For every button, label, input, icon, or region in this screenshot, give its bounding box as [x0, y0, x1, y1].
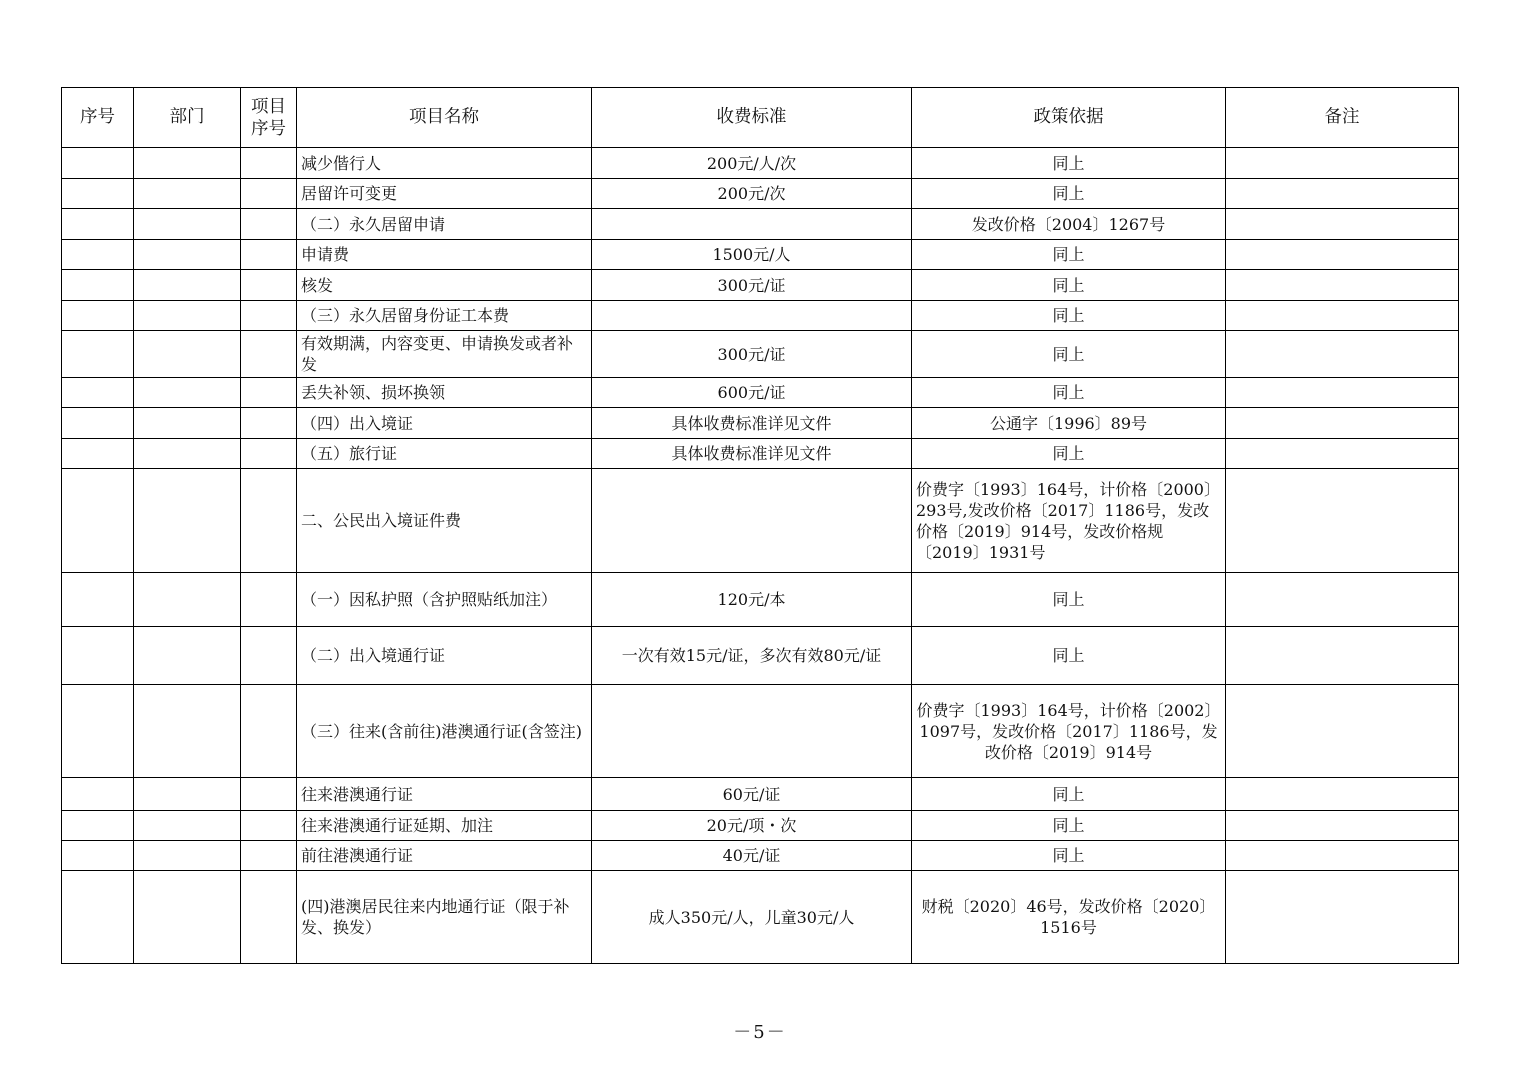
fee-standard-cell: 200元/人/次: [592, 148, 912, 179]
seq-cell: [62, 841, 134, 871]
item-name-cell: （三）往来(含前往)港澳通行证(含签注): [297, 685, 592, 778]
fee-standard-cell: [592, 469, 912, 573]
fee-standard-cell: [592, 685, 912, 778]
policy-basis-cell: 同上: [912, 811, 1226, 841]
table-row: [62, 573, 1459, 627]
policy-basis-cell: 同上: [912, 778, 1226, 811]
item-seq-cell: [241, 301, 297, 331]
seq-cell: [62, 301, 134, 331]
header-seq: 序号: [62, 88, 134, 148]
policy-basis-cell: 同上: [912, 148, 1226, 179]
policy-basis-cell: 价费字〔1993〕164号，计价格〔2000〕293号,发改价格〔2017〕1186号，发改价格〔2019〕914号，发改价格规〔2019〕1931号: [912, 469, 1226, 573]
policy-basis-cell: 同上: [912, 378, 1226, 408]
item-seq-cell: [241, 179, 297, 209]
policy-basis-cell: 财税〔2020〕46号，发改价格〔2020〕1516号: [912, 871, 1226, 964]
item-name-cell: 减少偕行人: [297, 148, 592, 179]
fee-standard-cell: 1500元/人: [592, 240, 912, 270]
department-cell: [134, 270, 241, 301]
seq-cell: [62, 778, 134, 811]
table-row: [62, 301, 1459, 331]
seq-cell: [62, 148, 134, 179]
table-row: [62, 209, 1459, 240]
item-name-cell: （五）旅行证: [297, 439, 592, 469]
seq-cell: [62, 209, 134, 240]
department-cell: [134, 408, 241, 439]
remarks-cell: [1226, 685, 1459, 778]
item-seq-cell: [241, 778, 297, 811]
policy-basis-cell: 同上: [912, 439, 1226, 469]
department-cell: [134, 331, 241, 378]
table-row: [62, 627, 1459, 685]
seq-cell: [62, 408, 134, 439]
item-name-cell: (四)港澳居民往来内地通行证（限于补发、换发）: [297, 871, 592, 964]
department-cell: [134, 378, 241, 408]
fee-standard-cell: 具体收费标准详见文件: [592, 439, 912, 469]
fee-standard-cell: 200元/次: [592, 179, 912, 209]
item-name-cell: 往来港澳通行证: [297, 778, 592, 811]
department-cell: [134, 841, 241, 871]
table-row: [62, 148, 1459, 179]
seq-cell: [62, 469, 134, 573]
department-cell: [134, 209, 241, 240]
header-policy-basis: 政策依据: [912, 88, 1226, 148]
seq-cell: [62, 179, 134, 209]
fee-standard-cell: 300元/证: [592, 270, 912, 301]
item-seq-cell: [241, 209, 297, 240]
item-seq-cell: [241, 841, 297, 871]
remarks-cell: [1226, 627, 1459, 685]
item-name-cell: 二、公民出入境证件费: [297, 469, 592, 573]
fee-standard-cell: 600元/证: [592, 378, 912, 408]
table-row: [62, 331, 1459, 378]
remarks-cell: [1226, 408, 1459, 439]
seq-cell: [62, 270, 134, 301]
fee-standard-cell: 300元/证: [592, 331, 912, 378]
remarks-cell: [1226, 179, 1459, 209]
fee-standard-cell: 60元/证: [592, 778, 912, 811]
fee-standard-cell: 具体收费标准详见文件: [592, 408, 912, 439]
department-cell: [134, 627, 241, 685]
seq-cell: [62, 439, 134, 469]
department-cell: [134, 573, 241, 627]
item-seq-cell: [241, 811, 297, 841]
fee-standard-cell: 40元/证: [592, 841, 912, 871]
policy-basis-cell: 价费字〔1993〕164号，计价格〔2002〕1097号，发改价格〔2017〕1186号，发改价格〔2019〕914号: [912, 685, 1226, 778]
item-seq-cell: [241, 685, 297, 778]
fee-standard-cell: 成人350元/人，儿童30元/人: [592, 871, 912, 964]
remarks-cell: [1226, 439, 1459, 469]
item-name-cell: 申请费: [297, 240, 592, 270]
remarks-cell: [1226, 301, 1459, 331]
department-cell: [134, 439, 241, 469]
fee-standard-cell: 20元/项・次: [592, 811, 912, 841]
page-number: －5－: [733, 1022, 787, 1043]
policy-basis-cell: 同上: [912, 573, 1226, 627]
policy-basis-cell: 同上: [912, 270, 1226, 301]
seq-cell: [62, 811, 134, 841]
fee-standard-cell: [592, 301, 912, 331]
seq-cell: [62, 685, 134, 778]
table-row: [62, 240, 1459, 270]
item-name-cell: （一）因私护照（含护照贴纸加注）: [297, 573, 592, 627]
item-name-cell: （二）永久居留申请: [297, 209, 592, 240]
fee-standard-cell: 一次有效15元/证，多次有效80元/证: [592, 627, 912, 685]
department-cell: [134, 811, 241, 841]
header-item-name: 项目名称: [297, 88, 592, 148]
department-cell: [134, 778, 241, 811]
table-row: [62, 811, 1459, 841]
policy-basis-cell: 同上: [912, 841, 1226, 871]
fee-standard-cell: [592, 209, 912, 240]
department-cell: [134, 685, 241, 778]
item-seq-cell: [241, 331, 297, 378]
table-row: [62, 778, 1459, 811]
fee-table: [61, 87, 1459, 964]
item-seq-cell: [241, 627, 297, 685]
seq-cell: [62, 627, 134, 685]
header-remarks: 备注: [1226, 88, 1459, 148]
department-cell: [134, 301, 241, 331]
item-seq-cell: [241, 408, 297, 439]
policy-basis-cell: 公通字〔1996〕89号: [912, 408, 1226, 439]
header-item-seq: 项目 序号: [241, 88, 297, 148]
header-fee-standard: 收费标准: [592, 88, 912, 148]
seq-cell: [62, 871, 134, 964]
item-seq-cell: [241, 378, 297, 408]
remarks-cell: [1226, 331, 1459, 378]
table-row: [62, 871, 1459, 964]
item-name-cell: 居留许可变更: [297, 179, 592, 209]
remarks-cell: [1226, 209, 1459, 240]
item-name-cell: （四）出入境证: [297, 408, 592, 439]
item-name-cell: （二）出入境通行证: [297, 627, 592, 685]
item-name-cell: 丢失补领、损坏换领: [297, 378, 592, 408]
item-name-cell: 前往港澳通行证: [297, 841, 592, 871]
item-name-cell: （三）永久居留身份证工本费: [297, 301, 592, 331]
remarks-cell: [1226, 841, 1459, 871]
table-row: [62, 841, 1459, 871]
table-row: [62, 270, 1459, 301]
seq-cell: [62, 331, 134, 378]
policy-basis-cell: 发改价格〔2004〕1267号: [912, 209, 1226, 240]
table-row: [62, 439, 1459, 469]
department-cell: [134, 179, 241, 209]
department-cell: [134, 148, 241, 179]
item-name-cell: 往来港澳通行证延期、加注: [297, 811, 592, 841]
policy-basis-cell: 同上: [912, 627, 1226, 685]
department-cell: [134, 871, 241, 964]
table-row: [62, 469, 1459, 573]
item-seq-cell: [241, 573, 297, 627]
policy-basis-cell: 同上: [912, 331, 1226, 378]
table-row: [62, 408, 1459, 439]
seq-cell: [62, 378, 134, 408]
table-row: [62, 685, 1459, 778]
remarks-cell: [1226, 240, 1459, 270]
table-row: [62, 378, 1459, 408]
item-seq-cell: [241, 240, 297, 270]
remarks-cell: [1226, 811, 1459, 841]
remarks-cell: [1226, 573, 1459, 627]
policy-basis-cell: 同上: [912, 179, 1226, 209]
item-seq-cell: [241, 871, 297, 964]
header-department: 部门: [134, 88, 241, 148]
header-row: [62, 88, 1459, 148]
department-cell: [134, 469, 241, 573]
fee-standard-cell: 120元/本: [592, 573, 912, 627]
table-row: [62, 179, 1459, 209]
remarks-cell: [1226, 148, 1459, 179]
policy-basis-cell: 同上: [912, 301, 1226, 331]
seq-cell: [62, 573, 134, 627]
item-seq-cell: [241, 469, 297, 573]
remarks-cell: [1226, 469, 1459, 573]
item-name-cell: 核发: [297, 270, 592, 301]
department-cell: [134, 240, 241, 270]
seq-cell: [62, 240, 134, 270]
remarks-cell: [1226, 378, 1459, 408]
remarks-cell: [1226, 270, 1459, 301]
item-seq-cell: [241, 439, 297, 469]
item-name-cell: 有效期满，内容变更、申请换发或者补发: [297, 331, 592, 378]
remarks-cell: [1226, 778, 1459, 811]
table-body: [62, 148, 1459, 964]
item-seq-cell: [241, 148, 297, 179]
remarks-cell: [1226, 871, 1459, 964]
policy-basis-cell: 同上: [912, 240, 1226, 270]
item-seq-cell: [241, 270, 297, 301]
